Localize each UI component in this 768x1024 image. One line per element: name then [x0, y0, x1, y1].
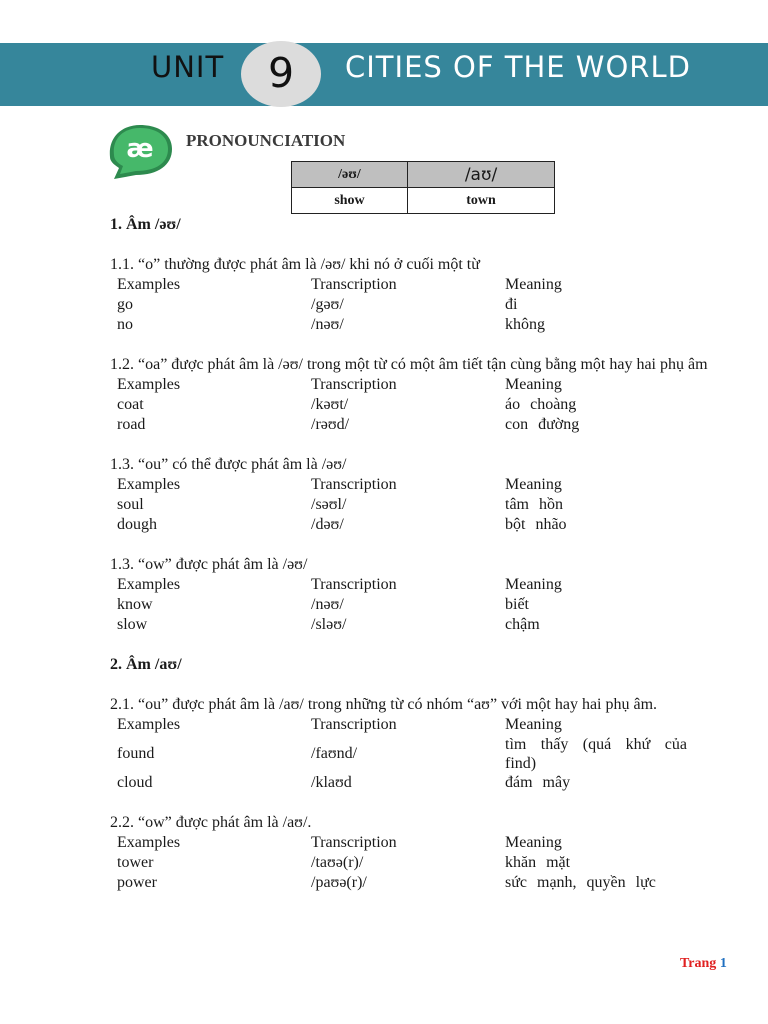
ae-phoneme-bubble-icon [106, 121, 174, 181]
meaning: biết [505, 596, 529, 613]
col-transcription: Transcription [311, 476, 397, 493]
example-word: dough [117, 516, 157, 533]
transcription: /kəʊt/ [311, 396, 349, 413]
lesson-content [110, 215, 738, 893]
transcription: /səʊl/ [311, 496, 347, 513]
meaning: sức mạnh, quyền lực [505, 874, 656, 891]
meaning: đi [505, 296, 518, 313]
example-word: know [117, 596, 153, 613]
table-row [110, 735, 738, 773]
meaning: áo choàng [505, 396, 577, 413]
rule-text: 2.2. “ow” được phát âm là /aʊ/. [110, 814, 312, 831]
transcription: /nəʊ/ [311, 596, 344, 613]
example-word: found [117, 745, 155, 762]
col-transcription: Transcription [311, 716, 397, 733]
phoneme-example-1: show [292, 188, 408, 214]
example-word: road [117, 416, 146, 433]
unit-label: UNIT [151, 50, 225, 84]
table-header-row [110, 475, 738, 495]
col-transcription: Transcription [311, 276, 397, 293]
meaning: đám mây [505, 774, 571, 791]
transcription: /klaʊd [311, 774, 352, 791]
example-word: no [117, 316, 133, 333]
page-footer [680, 956, 727, 972]
col-meaning: Meaning [505, 476, 562, 493]
transcription: /rəʊd/ [311, 416, 350, 433]
page-number: 1 [719, 956, 727, 971]
rule-text: 1.2. “oa” được phát âm là /əʊ/ trong một từ có một âm tiết tận cùng bằng một hay hai phụ âm [110, 356, 708, 373]
rule-text: 1.3. “ow” được phát âm là /əʊ/ [110, 556, 308, 573]
table-header-row [110, 375, 738, 395]
example-word: coat [117, 396, 144, 413]
col-transcription: Transcription [311, 834, 397, 851]
transcription: /paʊə(r)/ [311, 874, 367, 891]
example-word: go [117, 296, 133, 313]
meaning: khăn mặt [505, 854, 571, 871]
example-word: cloud [117, 774, 153, 791]
transcription: /taʊə(r)/ [311, 854, 364, 871]
table-header-row [110, 575, 738, 595]
col-examples: Examples [117, 576, 181, 593]
meaning: tìm thấy (quá khứ của find) [505, 736, 687, 772]
table-row [110, 853, 738, 873]
table-row [110, 615, 738, 635]
part-heading: 2. Âm /aʊ/ [110, 656, 182, 673]
phoneme-table-example-row [292, 188, 555, 214]
table-header-row [110, 715, 738, 735]
col-meaning: Meaning [505, 834, 562, 851]
table-row [110, 395, 738, 415]
phoneme-example-2: town [408, 188, 555, 214]
phoneme-table [291, 161, 555, 214]
col-meaning: Meaning [505, 276, 562, 293]
table-row [110, 495, 738, 515]
transcription: /dəʊ/ [311, 516, 344, 533]
example-word: soul [117, 496, 144, 513]
table-header-row [110, 275, 738, 295]
example-word: power [117, 874, 157, 891]
ae-icon-text: æ [126, 134, 154, 164]
table-row [110, 415, 738, 435]
table-row [110, 295, 738, 315]
col-examples: Examples [117, 276, 181, 293]
section-title: PRONOUNCIATION [186, 131, 346, 150]
part-heading: 1. Âm /əʊ/ [110, 216, 181, 233]
rule-text: 1.1. “o” thường được phát âm là /əʊ/ khi nó ở cuối một từ [110, 256, 480, 273]
table-row [110, 515, 738, 535]
col-transcription: Transcription [311, 576, 397, 593]
rule-text: 2.1. “ou” được phát âm là /aʊ/ trong những từ có nhóm “aʊ” với một hay hai phụ âm. [110, 696, 658, 713]
col-meaning: Meaning [505, 376, 562, 393]
meaning: bột nhão [505, 516, 567, 533]
col-examples: Examples [117, 834, 181, 851]
unit-title: CITIES OF THE WORLD [345, 50, 691, 84]
phoneme-header-1: /əʊ/ [292, 162, 408, 188]
meaning: chậm [505, 616, 540, 633]
meaning: tâm hồn [505, 496, 563, 513]
transcription: /nəʊ/ [311, 316, 344, 333]
unit-number-badge: 9 [241, 41, 321, 107]
transcription: /sləʊ/ [311, 616, 347, 633]
transcription: /gəʊ/ [311, 296, 344, 313]
table-row [110, 595, 738, 615]
table-header-row [110, 833, 738, 853]
example-word: tower [117, 854, 154, 871]
transcription: /faʊnd/ [311, 745, 358, 762]
meaning: con đường [505, 416, 580, 433]
example-word: slow [117, 616, 148, 633]
rule-text: 1.3. “ou” có thể được phát âm là /əʊ/ [110, 456, 347, 473]
col-meaning: Meaning [505, 716, 562, 733]
meaning: không [505, 316, 545, 333]
col-transcription: Transcription [311, 376, 397, 393]
phoneme-header-2: /aʊ/ [408, 162, 555, 188]
col-examples: Examples [117, 376, 181, 393]
col-examples: Examples [117, 476, 181, 493]
col-examples: Examples [117, 716, 181, 733]
table-row [110, 773, 738, 793]
page-label: Trang [680, 956, 717, 971]
phoneme-table-header-row [292, 162, 555, 188]
table-row [110, 873, 738, 893]
table-row [110, 315, 738, 335]
col-meaning: Meaning [505, 576, 562, 593]
